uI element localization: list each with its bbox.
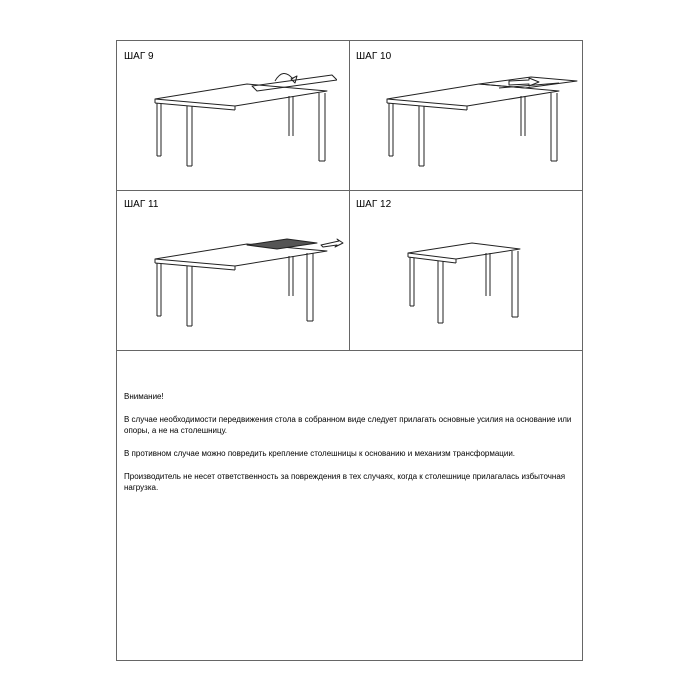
warning-notes: [124, 391, 574, 505]
column-divider: [349, 41, 350, 350]
warning-paragraph-3: Производитель не несет ответственность за повреждения в тех случаях, когда к столешнице прилагалась избыточная нагрузка.: [124, 472, 566, 492]
step-12-label: ШАГ 12: [356, 199, 392, 210]
instruction-frame: [116, 40, 583, 661]
warning-paragraph-1: В случае необходимости передвижения стола в собранном виде следует прилагать основные усилия на основание или опоры, а не на столешницу.: [124, 415, 572, 435]
warning-paragraph-2: В противном случае можно повредить крепление столешницы к основанию и механизм трансформации.: [124, 449, 516, 458]
step-10-label: ШАГ 10: [356, 51, 392, 62]
warning-title: Внимание!: [124, 392, 164, 401]
step-10-diagram: [379, 61, 579, 186]
step-11-label: ШАГ 11: [124, 199, 159, 210]
step-12-diagram: [402, 231, 572, 346]
step-9-label: ШАГ 9: [124, 51, 154, 62]
step-11-diagram: [147, 221, 347, 346]
row-divider-2: [117, 350, 582, 351]
step-9-diagram: [147, 61, 337, 186]
